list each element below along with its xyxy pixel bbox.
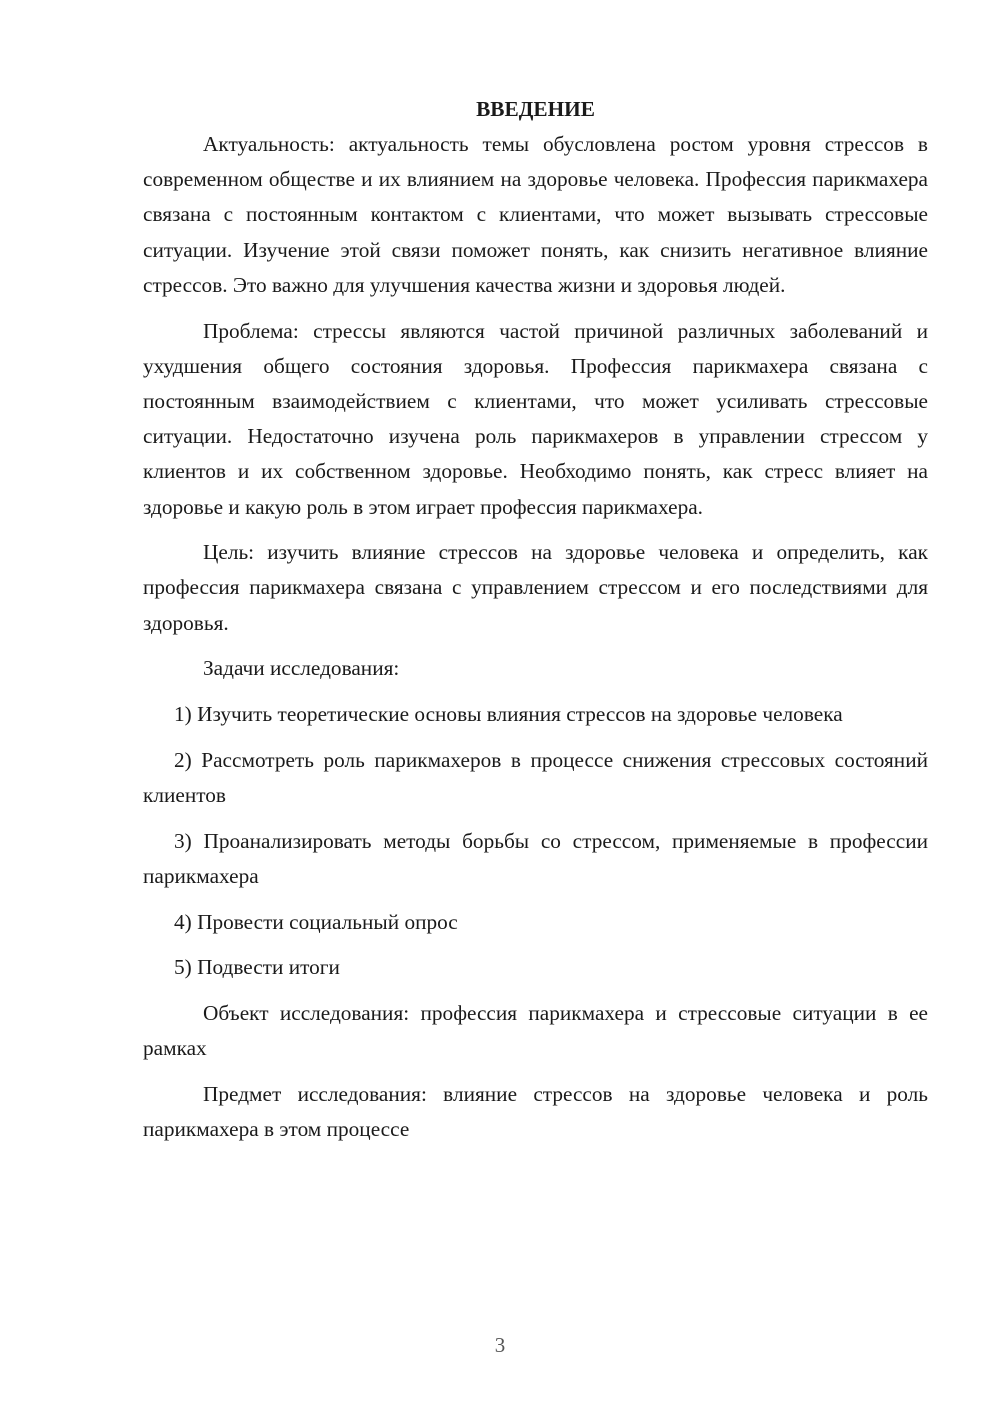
page-title: ВВЕДЕНИЕ xyxy=(476,97,595,121)
task-item-5: 5) Подвести итоги xyxy=(174,955,340,980)
paragraph-problem: Проблема: стрессы являются частой причиной различных заболеваний и ухудшения общего состояния здоровья. Профессия парикмахера связана с постоянным взаимодействием с клиентами, что может усиливать стрессовые ситуации. Недостаточно изучена роль парикмахеров в управлении стрессом у клиентов и их собственном здоровье. Необходимо понять, как стресс влияет на здоровье и какую роль в этом играет профессия парикмахера. xyxy=(143,318,928,519)
task-item-2: 2) Рассмотреть роль парикмахеров в процессе снижения стрессовых состояний клиентов xyxy=(143,747,928,807)
paragraph-goal: Цель: изучить влияние стрессов на здоровье человека и определить, как профессия парикмахера связана с управлением стрессом и его последствиями для здоровья. xyxy=(143,540,928,635)
document-page xyxy=(143,92,928,1158)
page-number: 3 xyxy=(494,1333,506,1357)
tasks-heading: Задачи исследования: xyxy=(203,656,400,681)
task-item-3: 3) Проанализировать методы борьбы со стрессом, применяемые в профессии парикмахера xyxy=(143,828,928,888)
paragraph-relevance: Актуальность: актуальность темы обусловлена ростом уровня стрессов в современном обществе и их влиянием на здоровье человека. Профессия парикмахера связана с постоянным контактом с клиентами, что может вызывать стрессовые ситуации. Изучение этой связи поможет понять, как снизить негативное влияние стрессов. Это важно для улучшения качества жизни и здоровья людей. xyxy=(143,132,928,297)
task-item-4: 4) Провести социальный опрос xyxy=(174,909,458,934)
paragraph-object: Объект исследования: профессия парикмахера и стрессовые ситуации в ее рамках xyxy=(143,1000,928,1061)
paragraph-subject: Предмет исследования: влияние стрессов на здоровье человека и роль парикмахера в этом процессе xyxy=(143,1081,928,1142)
task-item-1: 1) Изучить теоретические основы влияния стрессов на здоровье человека xyxy=(174,702,843,727)
